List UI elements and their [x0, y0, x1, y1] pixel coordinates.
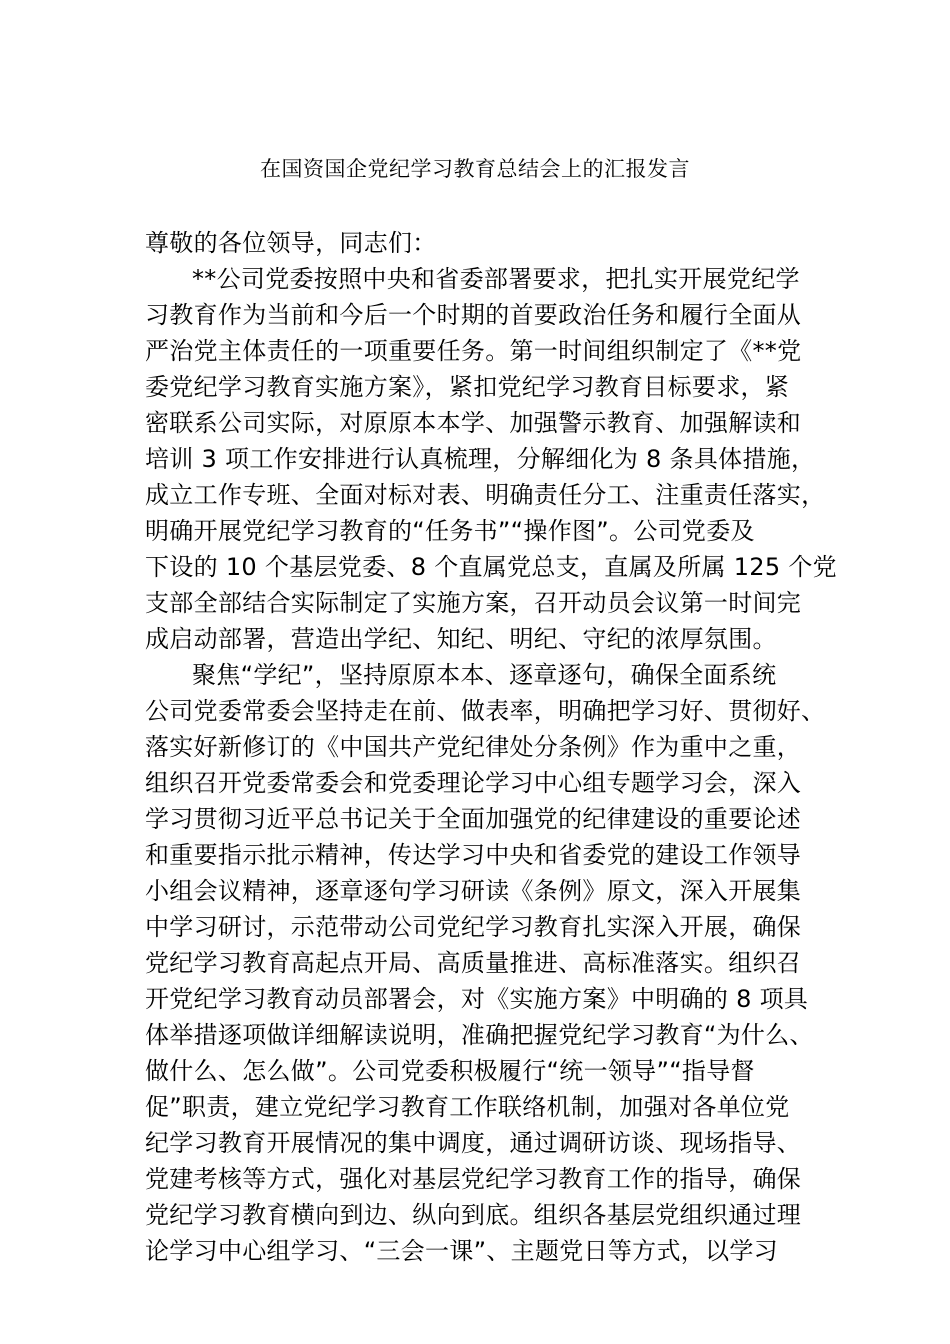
text-line: 公司党委常委会坚持走在前、做表率，明确把学习好、贯彻好、 [145, 697, 826, 725]
text-line: 组织召开党委常委会和党委理论学习中心组专题学习会，深入 [145, 769, 802, 797]
text-line: 做什么、怎么做”。公司党委积极履行“统一领导”“指导督 [145, 1057, 755, 1085]
text-line: 成启动部署，营造出学纪、知纪、明纪、守纪的浓厚氛围。 [145, 625, 777, 653]
text-line: 下设的 10 个基层党委、8 个直属党总支，直属及所属 125 个党 [145, 553, 837, 581]
text-line: 纪学习教育开展情况的集中调度，通过调研访谈、现场指导、 [145, 1129, 802, 1157]
text-line: 习教育作为当前和今后一个时期的首要政治任务和履行全面从 [145, 301, 802, 329]
text-line: 党纪学习教育横向到边、纵向到底。组织各基层党组织通过理 [145, 1201, 802, 1229]
text-line: **公司党委按照中央和省委部署要求，把扎实开展党纪学 [192, 265, 800, 293]
text-line: 明确开展党纪学习教育的“任务书”“操作图”。公司党委及 [145, 517, 755, 545]
text-line: 党建考核等方式，强化对基层党纪学习教育工作的指导，确保 [145, 1165, 802, 1193]
text-line: 密联系公司实际，对原原本本学、加强警示教育、加强解读和 [145, 409, 802, 437]
text-line: 小组会议精神，逐章逐句学习研读《条例》原文，深入开展集 [145, 877, 802, 905]
text-line: 和重要指示批示精神，传达学习中央和省委党的建设工作领导 [145, 841, 802, 869]
document-title: 在国资国企党纪学习教育总结会上的汇报发言 [260, 157, 690, 181]
salutation: 尊敬的各位领导，同志们： [145, 229, 437, 257]
text-line: 支部全部结合实际制定了实施方案，召开动员会议第一时间完 [145, 589, 802, 617]
text-line: 严治党主体责任的一项重要任务。第一时间组织制定了《**党 [145, 337, 802, 365]
text-line: 党纪学习教育高起点开局、高质量推进、高标准落实。组织召 [145, 949, 802, 977]
text-line: 促”职责，建立党纪学习教育工作联络机制，加强对各单位党 [145, 1093, 790, 1121]
text-line: 论学习中心组学习、“三会一课”、主题党日等方式，以学习 [145, 1237, 778, 1265]
text-line: 中学习研讨，示范带动公司党纪学习教育扎实深入开展，确保 [145, 913, 802, 941]
text-line: 体举措逐项做详细解读说明，准确把握党纪学习教育“为什么、 [145, 1021, 814, 1049]
text-line: 成立工作专班、全面对标对表、明确责任分工、注重责任落实， [145, 481, 826, 509]
text-line: 落实好新修订的《中国共产党纪律处分条例》作为重中之重， [145, 733, 802, 761]
text-line: 委党纪学习教育实施方案》，紧扣党纪学习教育目标要求，紧 [145, 373, 790, 401]
text-line: 开党纪学习教育动员部署会，对《实施方案》中明确的 8 项具 [145, 985, 809, 1013]
text-line: 学习贯彻习近平总书记关于全面加强党的纪律建设的重要论述 [145, 805, 802, 833]
text-line: 培训 3 项工作安排进行认真梳理，分解细化为 8 条具体措施， [145, 445, 816, 473]
text-line: 聚焦“学纪”，坚持原原本本、逐章逐句，确保全面系统 [192, 661, 777, 689]
